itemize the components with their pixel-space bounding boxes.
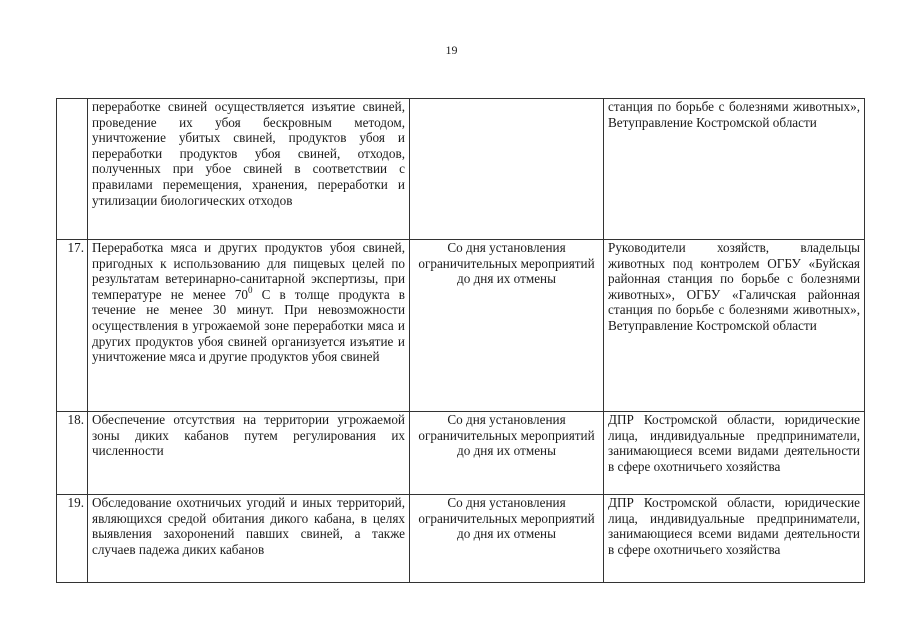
table-row xyxy=(57,495,865,583)
measure-description: Обследование охотничьих угодий и иных территорий, являющихся средой обитания дикого кабана, в целях выявления захоронений павших свиней, а также случаев падежа диких кабанов xyxy=(88,495,410,583)
measure-description-part2: С в толще продукта в течение не менее 30 минут. При невозможности осуществления в угрожаемой зоне переработки мяса и других продуктов убоя свиней организуется изъятие и уничтожение мяса и другие продуктов убоя свиней xyxy=(92,286,405,365)
table-row xyxy=(57,240,865,412)
measure-description: переработке свиней осуществляется изъятие свиней, проведение их убоя бескровным методом, уничтожение убитых свиней, продуктов убоя и переработки продуктов убоя свиней, отходов, полученных при убое свиней в соответствии с правилами перемещения, хранения, переработки и утилизации биологических отходов xyxy=(88,99,410,240)
degree-superscript: 0 xyxy=(247,284,253,295)
measure-description: Обеспечение отсутствия на территории угрожаемой зоны диких кабанов путем регулирования их численности xyxy=(88,412,410,495)
measure-responsible: Руководители хозяйств, владельцы животных под контролем ОГБУ «Буйская районная станция по борьбе с болезнями животных», ОГБУ «Галичская районная станция по борьбе с болезнями животных», Ветуправление Костромской области xyxy=(604,240,865,412)
row-number: 17. xyxy=(57,240,88,412)
measure-term xyxy=(410,99,604,240)
page-number: 19 xyxy=(445,43,458,57)
row-number: 18. xyxy=(57,412,88,495)
measure-term: Со дня установления ограничительных мероприятий до дня их отмены xyxy=(410,495,604,583)
measure-responsible: ДПР Костромской области, юридические лица, индивидуальные предприниматели, занимающиеся всеми видами деятельности в сфере охотничьего хозяйства xyxy=(604,495,865,583)
measure-term: Со дня установления ограничительных мероприятий до дня их отмены xyxy=(410,412,604,495)
row-number xyxy=(57,99,88,240)
measure-responsible: ДПР Костромской области, юридические лица, индивидуальные предприниматели, занимающиеся всеми видами деятельности в сфере охотничьего хозяйства xyxy=(604,412,865,495)
measure-description xyxy=(88,240,410,412)
row-number: 19. xyxy=(57,495,88,583)
measures-table xyxy=(56,98,865,583)
measure-term: Со дня установления ограничительных мероприятий до дня их отмены xyxy=(410,240,604,412)
table-row xyxy=(57,412,865,495)
table-row xyxy=(57,99,865,240)
measure-responsible: станция по борьбе с болезнями животных», Ветуправление Костромской области xyxy=(604,99,865,240)
measure-description-part1: Переработка мяса и других продуктов убоя свиней, пригодных к использованию для пищевых целей по результатам ветеринарно-санитарной экспертизы, при температуре не менее 70 xyxy=(92,240,405,302)
